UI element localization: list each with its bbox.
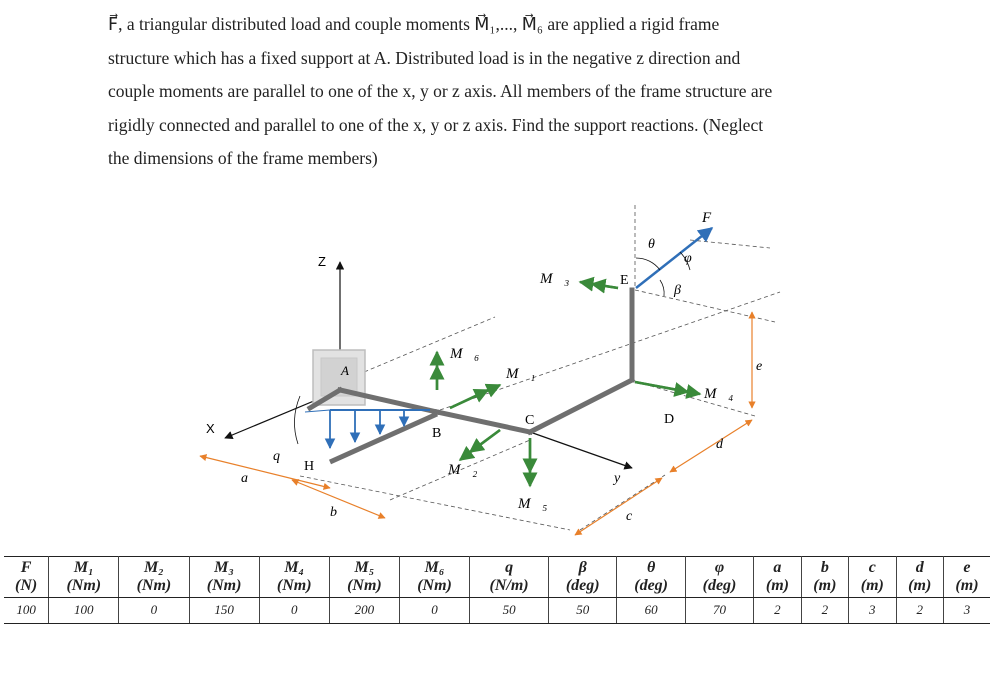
table-header: d (m) (896, 557, 943, 598)
table-cell: 3 (943, 598, 990, 624)
moment-M4-label: M⃗₄ (704, 386, 734, 402)
table-cell: 3 (849, 598, 896, 624)
table-cell: 0 (119, 598, 189, 624)
given-values-table (4, 556, 990, 624)
table-header: β (deg) (549, 557, 617, 598)
problem-line-1: F⃗, a triangular distributed load and couple moments M⃗₁,..., M⃗₆ are applied a rigid frame (108, 14, 720, 34)
table-cell: 100 (49, 598, 119, 624)
dim-e-label: e (756, 359, 763, 374)
table-header: e (m) (943, 557, 990, 598)
table-cell: 50 (470, 598, 549, 624)
table-cell: 200 (329, 598, 399, 624)
table-header: M₃ (Nm) (189, 557, 259, 598)
lower-arm-member (330, 414, 437, 462)
problem-line-3: couple moments are parallel to one of the x, y or z axis. All members of the frame structure are (108, 81, 773, 101)
dim-d-label: d (716, 437, 723, 452)
point-E-label: E (620, 273, 629, 288)
table-header: b (m) (801, 557, 848, 598)
y-axis-label: y (614, 471, 621, 486)
z-axis-label: Z (318, 254, 326, 269)
force-F-label: F⃗ (702, 210, 723, 226)
problem-line-4: rigidly connected and parallel to one of the x, y or z axis. Find the support reactions. (Neglect (108, 114, 764, 135)
table-header-row (4, 557, 990, 598)
table-cell: 70 (685, 598, 753, 624)
table-header: θ (deg) (617, 557, 685, 598)
table-cell: 2 (754, 598, 801, 624)
problem-line-2: structure which has a fixed support at A. Distributed load is in the negative z direction and (108, 47, 741, 68)
angle-theta-label: θ (648, 237, 655, 252)
coordinate-axes (206, 254, 632, 486)
load-label-q: q (273, 449, 280, 464)
point-H-label: H (304, 459, 315, 474)
table-cell: 2 (801, 598, 848, 624)
dim-b-label: b (330, 505, 337, 520)
moment-M3-label: M⃗₃ (540, 271, 570, 287)
table-cell: 100 (4, 598, 49, 624)
moment-M2-label: M⃗₂ (448, 462, 478, 478)
table-header: c (m) (849, 557, 896, 598)
table-row (4, 598, 990, 624)
table-cell: 0 (259, 598, 329, 624)
table-cell: 2 (896, 598, 943, 624)
x-axis-label: X (206, 421, 215, 436)
table-header: a (m) (754, 557, 801, 598)
dim-c-label: c (626, 509, 633, 524)
table-header: q (N/m) (470, 557, 549, 598)
frame-diagram (0, 190, 992, 550)
angle-phi-label: φ (684, 251, 692, 266)
table-header: M₅ (Nm) (329, 557, 399, 598)
reference-lines (300, 205, 780, 530)
table-cell: 0 (399, 598, 469, 624)
applied-force-F (636, 210, 723, 298)
table-header: M₄ (Nm) (259, 557, 329, 598)
table-header: M₁ (Nm) (49, 557, 119, 598)
point-A-label: A (341, 363, 349, 378)
table-header: φ (deg) (685, 557, 753, 598)
moment-M1-label: M⃗₁ (506, 366, 536, 382)
table-cell: 60 (617, 598, 685, 624)
angle-beta-label: β (674, 283, 681, 298)
table-header: M₆ (Nm) (399, 557, 469, 598)
table-header: F (N) (4, 557, 49, 598)
point-B-label: B (432, 426, 442, 441)
point-D-label: D (664, 412, 675, 427)
moment-M6-label: M⃗₆ (450, 346, 480, 362)
problem-line-5: the dimensions of the frame members) (108, 148, 378, 168)
dim-a-label: a (241, 471, 248, 486)
table-cell: 150 (189, 598, 259, 624)
point-C-label: C (525, 413, 535, 428)
problem-statement (108, 8, 848, 176)
couple-moments (437, 271, 733, 512)
moment-M5-label: M⃗₅ (518, 496, 548, 512)
table-header: M₂ (Nm) (119, 557, 189, 598)
fixed-support-A (313, 350, 365, 405)
table-cell: 50 (549, 598, 617, 624)
